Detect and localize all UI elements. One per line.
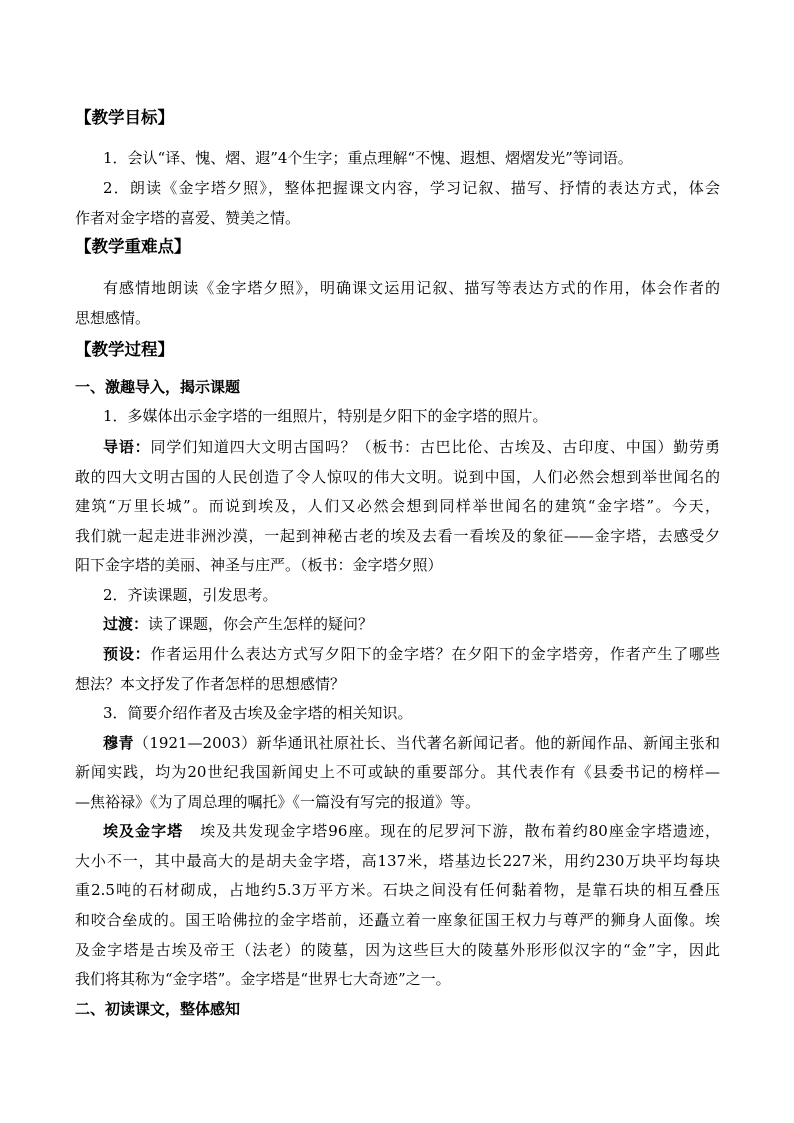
paragraph-line: 预设：作者运用什么表达方式写夕阳下的金字塔？在夕阳下的金字塔旁，作者产生了哪些 bbox=[103, 645, 720, 663]
paragraph-line: 穆青（1921—2003）新华通讯社原社长、当代著名新闻记者。他的新闻作品、新闻主张和 bbox=[103, 734, 720, 752]
paragraph-line: —焦裕禄》《为了周总理的嘱托》《一篇没有写完的报道》等。 bbox=[75, 793, 481, 811]
paragraph-line: 想法？本文抒发了作者怎样的思想感情？ bbox=[75, 675, 346, 693]
paragraph-line: 思想感情。 bbox=[75, 309, 151, 327]
paragraph-line: 重2.5吨的石材砌成，占地约5.3万平方米。石块之间没有任何黏着物，是靠石块的相互叠压 bbox=[75, 881, 720, 899]
paragraph-line: 3．简要介绍作者及古埃及金字塔的相关知识。 bbox=[103, 704, 413, 722]
paragraph-line: 新闻实践，均为20世纪我国新闻史上不可或缺的重要部分。其代表作有《县委书记的榜样— bbox=[75, 763, 720, 781]
paragraph-line: 有感情地朗读《金字塔夕照》，明确课文运用记叙、描写等表达方式的作用，体会作者的 bbox=[103, 279, 720, 297]
section-heading-key-points: 【教学重难点】 bbox=[75, 237, 191, 256]
subsection-heading: 一、激趣导入，揭示课题 bbox=[75, 378, 241, 396]
paragraph-line: 2．齐读课题，引发思考。 bbox=[103, 586, 278, 604]
paragraph-line: 1．会认“译、愧、熠、遐”4个生字；重点理解“不愧、遐想、熠熠发光”等词语。 bbox=[103, 149, 633, 167]
keyword: 预设： bbox=[103, 645, 151, 663]
paragraph-line: 及金字塔是古埃及帝王（法老）的陵墓，因为这些巨大的陵墓外形形似汉字的“金”字，因此 bbox=[75, 941, 720, 959]
paragraph-line: 1．多媒体出示金字塔的一组照片，特别是夕阳下的金字塔的照片。 bbox=[103, 407, 548, 425]
paragraph-line: 导语：同学们知道四大文明古国吗？（板书：古巴比伦、古埃及、古印度、中国）勤劳勇 bbox=[103, 438, 720, 456]
paragraph-line: 建筑“万里长城”。而说到埃及，人们又必然会想到同样举世闻名的建筑“金字塔”。今天， bbox=[75, 497, 720, 515]
keyword: 穆青 bbox=[103, 734, 134, 752]
paragraph-line: 敢的四大文明古国的人民创造了令人惊叹的伟大文明。说到中国，人们必然会想到举世闻名的 bbox=[75, 468, 720, 486]
paragraph-line: 阳下金字塔的美丽、神圣与庄严。（板书：金字塔夕照） bbox=[75, 556, 443, 574]
keyword: 过渡： bbox=[103, 615, 149, 633]
paragraph-line: 2．朗读《金字塔夕照》，整体把握课文内容，学习记叙、描写、抒情的表达方式，体会 bbox=[103, 179, 720, 197]
paragraph-line: 作者对金字塔的喜爱、赞美之情。 bbox=[75, 209, 301, 227]
keyword: 导语： bbox=[103, 438, 151, 456]
paragraph-line: 我们就一起走进非洲沙漠，一起到神秘古老的埃及去看一看埃及的象征——金字塔，去感受夕 bbox=[75, 527, 720, 545]
section-heading-objectives: 【教学目标】 bbox=[75, 108, 174, 127]
paragraph-line: 我们将其称为“金字塔”。金字塔是“世界七大奇迹”之一。 bbox=[75, 970, 451, 988]
paragraph-line: 埃及金字塔 埃及共发现金字塔96座。现在的尼罗河下游，散布着约80座金字塔遗迹， bbox=[103, 822, 720, 840]
paragraph-line: 过渡：读了课题，你会产生怎样的疑问？ bbox=[103, 615, 374, 633]
paragraph-line: 和咬合垒成的。国王哈佛拉的金字塔前，还矗立着一座象征国王权力与尊严的狮身人面像。埃 bbox=[75, 911, 720, 929]
paragraph-line: 大小不一，其中最高大的是胡夫金字塔，高137米，塔基边长227米，用约230万块平均每块 bbox=[75, 852, 720, 870]
keyword: 埃及金字塔 bbox=[103, 822, 184, 840]
section-heading-process: 【教学过程】 bbox=[75, 340, 174, 359]
subsection-heading: 二、初读课文，整体感知 bbox=[75, 1000, 241, 1018]
